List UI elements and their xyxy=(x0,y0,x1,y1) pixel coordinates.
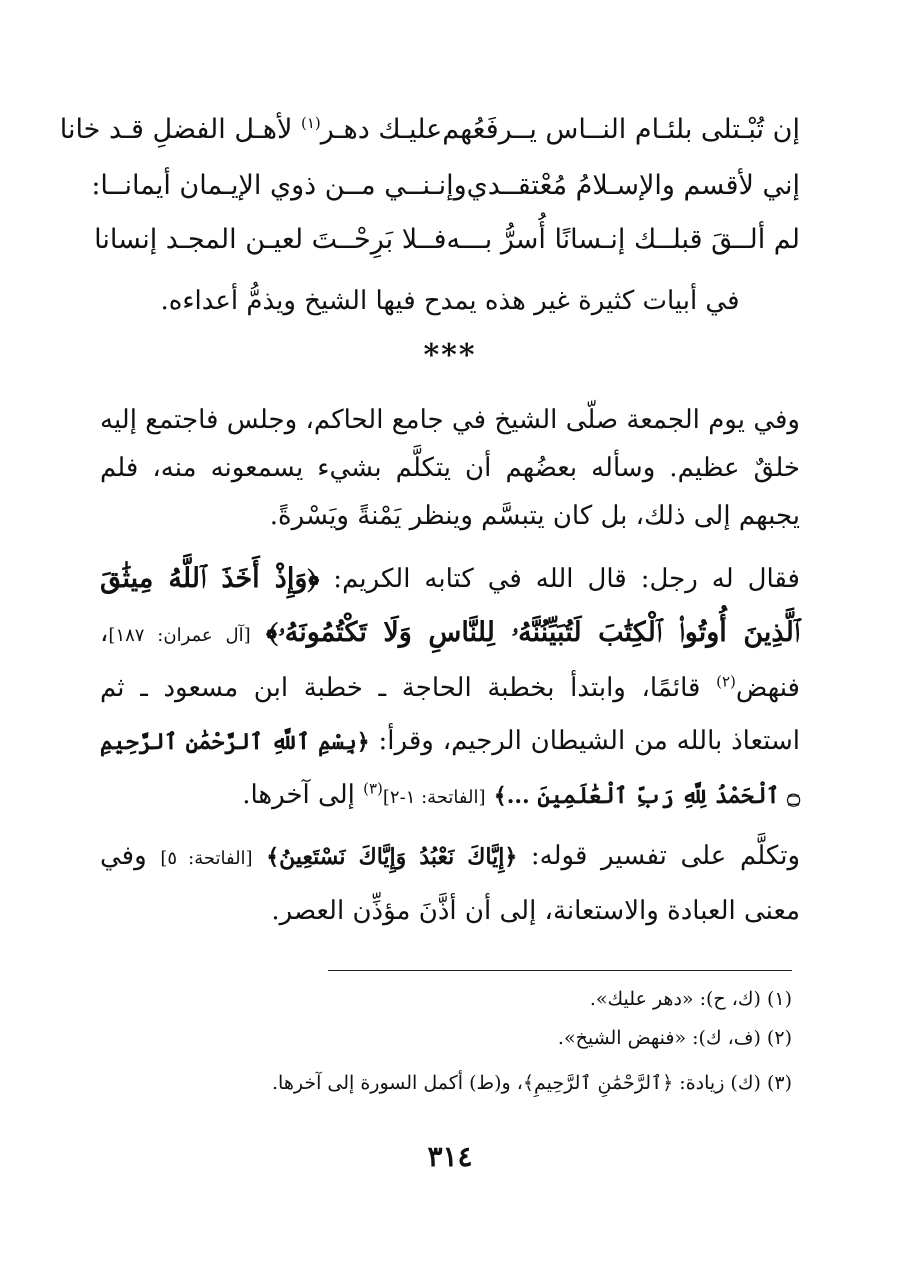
footnote-marker-2: (٢) xyxy=(716,672,736,691)
verse-line-3 xyxy=(94,216,800,262)
document-page xyxy=(59,0,801,1271)
verse-1-second-rest: لأهـل الفضلِ قـد خانا xyxy=(59,113,293,145)
verse-2-first-hemistich: إني لأقسم والإسـلامُ مُعْتقــدي xyxy=(466,169,800,201)
footnote-3: (٣) (ك) زيادة: ﴿ٱلرَّحْمَٰنِ ٱلرَّحِيمِ﴾، و(ط) أكمل السورة إلى آخرها. xyxy=(272,1072,792,1094)
verse-2-second-hemistich: وإنـنــي مــن ذوي الإيـمان أيمانــا: xyxy=(91,169,467,201)
paragraph3-intro: وتكلَّم على تفسير قوله: xyxy=(517,841,801,871)
footnote-marker-3: (٣) xyxy=(363,779,383,798)
verse-1-second-start: عليـك دهـر xyxy=(320,113,443,145)
quran-ref-al-imran: [آل عمران: ١٨٧] xyxy=(108,625,251,646)
paragraph2-text-c: إلى آخرها. xyxy=(242,780,364,810)
footnote-1: (١) (ك، ح): «دهر عليك». xyxy=(589,988,792,1010)
quran-ref-fatiha: [الفاتحة: ١-٢] xyxy=(382,787,486,808)
quran-quote-fatiha: ﴿بِسْمِ ٱللَّهِ ٱلرَّحْمَٰنِ ٱلرَّحِيمِ ۝ ٱلْحَمْدُ لِلَّهِ رَبِّ ٱلْعَٰلَمِينَ ...﴾ xyxy=(100,729,800,809)
verse-3-second-hemistich: فــلا بَرِحْــتَ لعيـن المجـد إنسانا xyxy=(94,223,447,255)
paragraph-question xyxy=(100,552,800,824)
paragraph2-intro: فقال له رجل: قال الله في كتابه الكريم: xyxy=(319,564,800,594)
footnote-marker-1: (١) xyxy=(300,113,321,132)
verse-line-1 xyxy=(59,106,800,152)
section-separator: *** xyxy=(423,338,477,373)
quran-quote-al-imran: ﴿وَإِذْ أَخَذَ ٱللَّهُ مِيثَٰقَ ٱلَّذِينَ أُوتُوا۟ ٱلْكِتَٰبَ لَتُبَيِّنُنَّهُۥ لِلنَّاسِ وَلَا تَكْتُمُونَهُۥ﴾ xyxy=(100,563,800,648)
quran-ref-iyyaka: [الفاتحة: ٥] xyxy=(160,848,253,869)
verse-1-second-hemistich xyxy=(60,114,443,145)
paragraph-tafsir xyxy=(100,830,800,937)
footnote-2: (٢) (ف، ك): «فنهض الشيخ». xyxy=(557,1027,792,1049)
paragraph3-rest: وفي معنى العبادة والاستعانة، إلى أن أذَّنَ مؤذِّن العصر. xyxy=(100,841,800,926)
after-verses-line: في أبيات كثيرة غير هذه يمدح فيها الشيخ ويذمُّ أعداءه. xyxy=(160,286,740,316)
footnote-separator xyxy=(328,970,792,971)
page-number: ٣١٤ xyxy=(427,1140,473,1173)
verse-1-first-hemistich: إن تُبْـتلى بلئـام النــاس يــرفَعُهم xyxy=(442,113,800,145)
paragraph2-text-b: قائمًا، وابتدأ بخطبة الحاجة ـ خطبة ابن مسعود ـ ثم استعاذ بالله من الشيطان الرجيم، وقرأ: xyxy=(100,673,800,756)
quran-quote-iyyaka: ﴿إِيَّاكَ نَعْبُدُ وَإِيَّاكَ نَسْتَعِينُ﴾ xyxy=(266,844,518,870)
verse-line-2 xyxy=(91,162,800,208)
paragraph-friday-prayer: وفي يوم الجمعة صلّى الشيخ في جامع الحاكم، وجلس فاجتمع إليه خلقٌ عظيم. وسأله بعضُهم أن يتكلَّم بشيء يسمعونه منه، فلم يجبهم إلى ذلك، بل كان يتبسَّم وينظر يَمْنةً ويَسْرةً. xyxy=(100,405,800,531)
verse-3-first-hemistich: لم ألــقَ قبلــك إنـسانًا أُسرُّ بـــه xyxy=(446,223,800,255)
paragraph2-text-a: ، فنهض xyxy=(100,618,800,703)
